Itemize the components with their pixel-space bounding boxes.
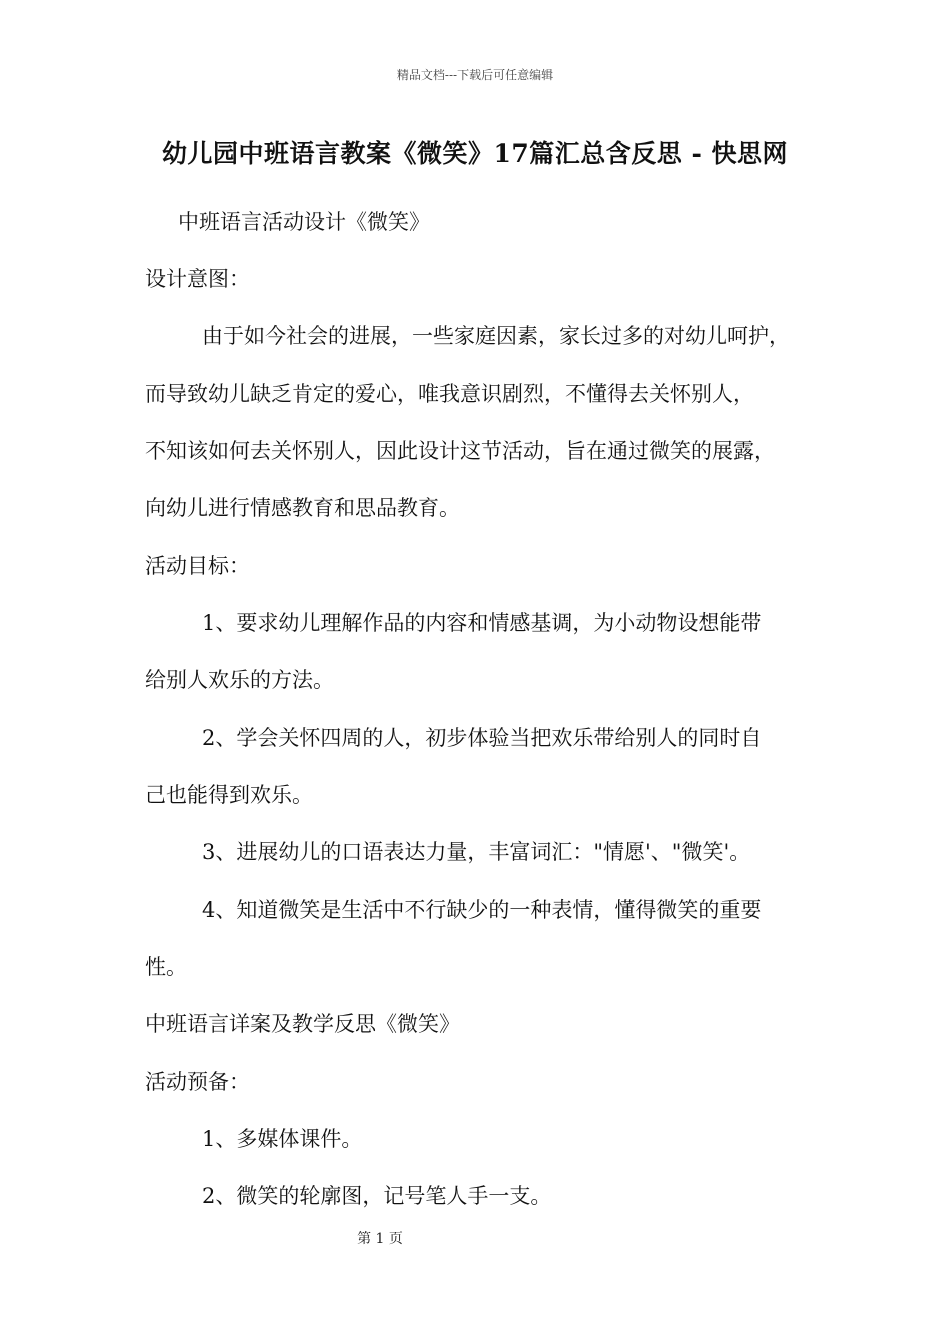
goal-item-line: 4、知道微笑是生活中不行缺少的一种表情，懂得微笑的重要 <box>202 898 762 922</box>
section-heading-preparation: 活动预备： <box>145 1070 250 1094</box>
subtitle-line: 中班语言活动设计《微笑》 <box>178 210 430 234</box>
page-number: 第 1 页 <box>357 1231 403 1247</box>
paragraph-line: 由于如今社会的进展，一些家庭因素，家长过多的对幼儿呵护， <box>202 324 790 348</box>
goal-item-line: 性。 <box>145 955 187 979</box>
goal-item-line: 己也能得到欢乐。 <box>145 783 313 807</box>
section-heading-goals: 活动目标： <box>145 554 250 578</box>
goal-item-line: 3、进展幼儿的口语表达力量，丰富词汇："情愿'、"微笑'。 <box>202 840 751 864</box>
section-heading-design-intent: 设计意图： <box>145 267 250 291</box>
section-heading-detailed-plan: 中班语言详案及教学反思《微笑》 <box>145 1012 460 1036</box>
preparation-item: 2、微笑的轮廓图，记号笔人手一支。 <box>202 1184 552 1208</box>
header-note: 精品文档---下载后可任意编辑 <box>396 68 554 82</box>
goal-item-line: 1、要求幼儿理解作品的内容和情感基调，为小动物设想能带 <box>202 611 762 635</box>
paragraph-line: 向幼儿进行情感教育和思品教育。 <box>145 496 460 520</box>
paragraph-line: 不知该如何去关怀别人，因此设计这节活动，旨在通过微笑的展露， <box>145 439 775 463</box>
paragraph-line: 而导致幼儿缺乏肯定的爱心，唯我意识剧烈，不懂得去关怀别人， <box>145 382 754 406</box>
goal-item-line: 2、学会关怀四周的人，初步体验当把欢乐带给别人的同时自 <box>202 726 762 750</box>
preparation-item: 1、多媒体课件。 <box>202 1127 363 1151</box>
document-title: 幼儿园中班语言教案《微笑》17篇汇总含反思 - 快思网 <box>161 139 789 168</box>
goal-item-line: 给别人欢乐的方法。 <box>145 668 334 692</box>
